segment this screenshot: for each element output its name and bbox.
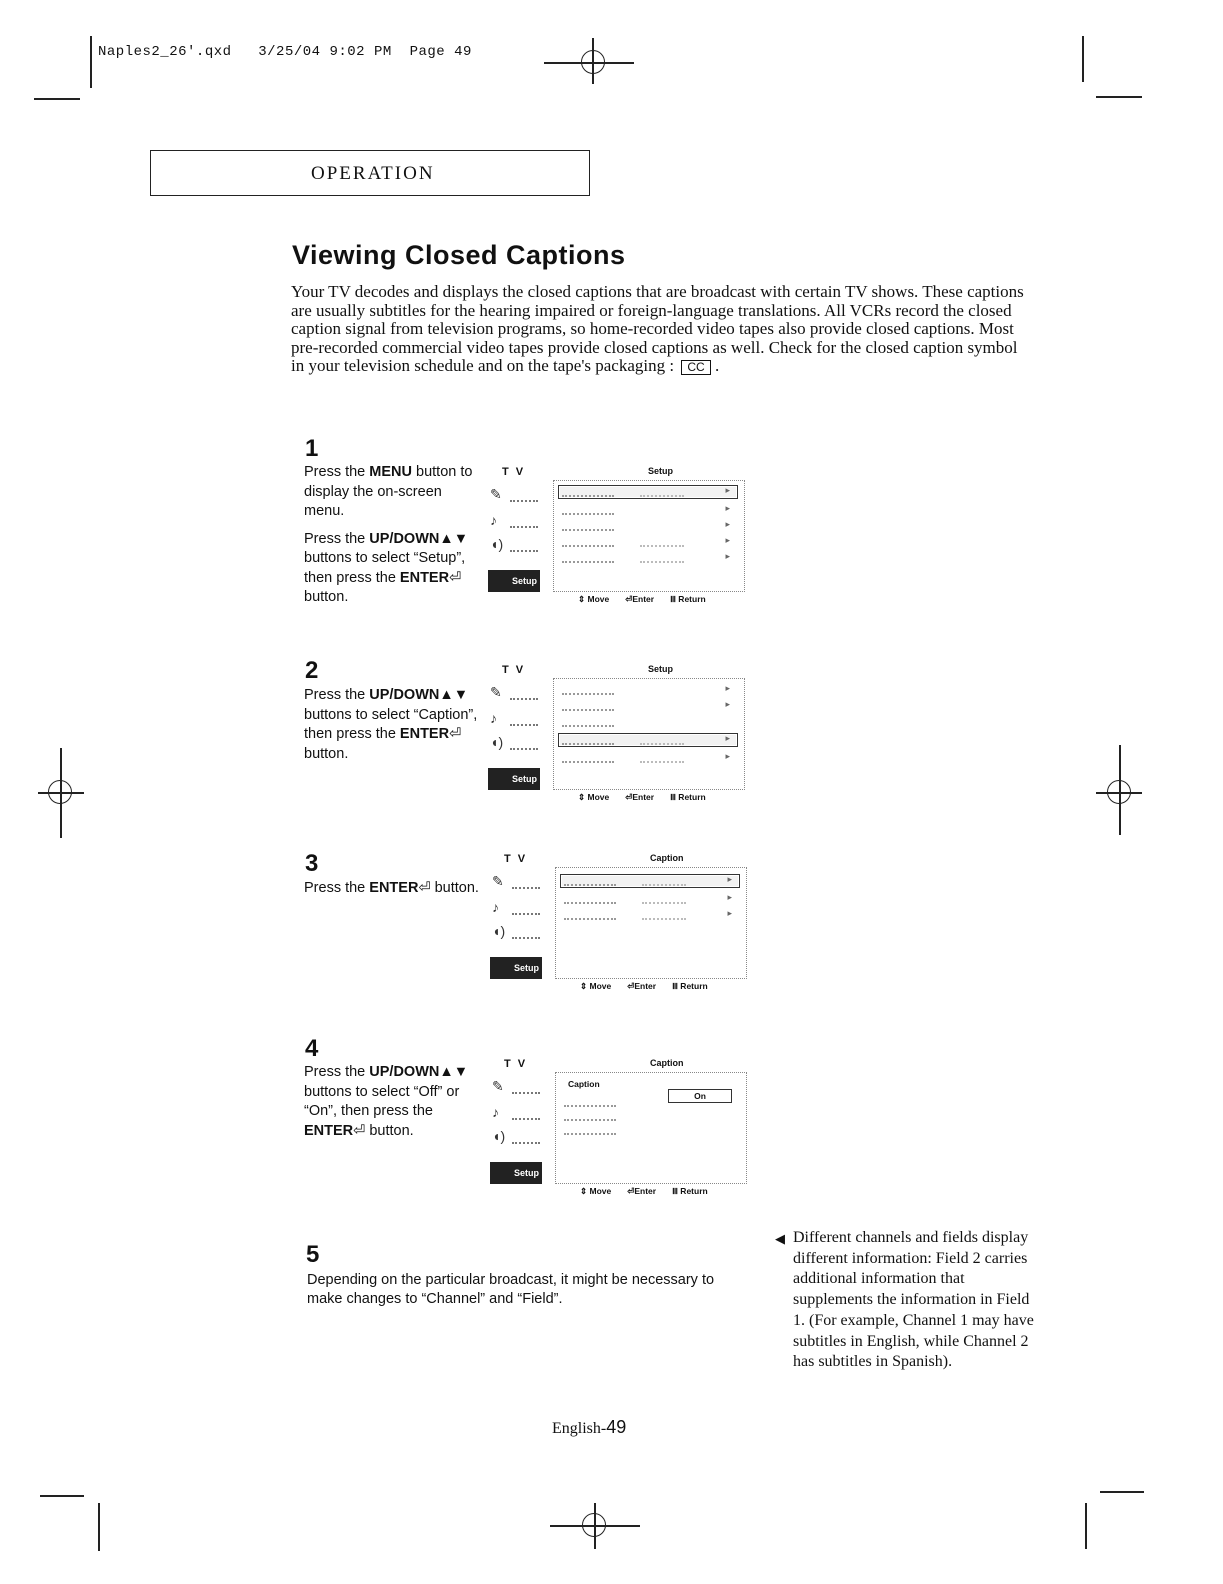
menu-title: Setup: [648, 664, 674, 674]
menu-panel: ▸ ▸ ▸ ▸ ▸: [553, 480, 745, 592]
step-instructions: Press the ENTER⏎ button.: [304, 880, 479, 896]
option-on-box: On: [668, 1089, 732, 1103]
picture-icon: ✎: [490, 1076, 546, 1100]
menu-screenshot: [490, 1058, 750, 1198]
section-label: OPERATION: [311, 163, 435, 184]
submenu-label: Caption: [568, 1079, 600, 1089]
speaker-icon: ◖): [488, 534, 544, 558]
crop-mark: [90, 36, 92, 88]
sound-icon: ♪: [488, 510, 544, 534]
step-instructions: Press the UP/DOWN▲▼ buttons to select “Caption”, then press the ENTER⏎ button.: [304, 687, 478, 762]
tv-label: T V: [502, 466, 526, 478]
picture-icon: ✎: [490, 871, 546, 895]
picture-icon: ✎: [488, 484, 544, 508]
menu-screenshot: [490, 853, 750, 993]
screen-footer: ⇕ Move ⏎Enter Ⅲ Return: [578, 792, 706, 802]
enter-icon: ⏎: [449, 569, 462, 586]
menu-panel: ▸ ▸ ▸: [555, 867, 747, 979]
crop-mark: [1085, 1503, 1087, 1549]
print-slug: [98, 44, 472, 60]
crop-mark: [40, 1495, 84, 1497]
setup-tab: Setup: [488, 570, 540, 592]
enter-icon: ⏎: [449, 726, 462, 742]
tv-label: T V: [502, 664, 526, 676]
sound-icon: ♪: [490, 897, 546, 921]
slug-date: 3/25/04: [258, 44, 321, 60]
side-note: Different channels and fields display different information: Field 2 carries additional information that supplements the information in Field 1. (For example, Channel 1 may have subtitles in English, while Channel 2 has subtitles in Spanish).: [793, 1229, 1034, 1371]
sound-icon: ♪: [490, 1102, 546, 1126]
page-title: Viewing Closed Captions: [292, 240, 626, 270]
setup-tab: Setup: [488, 768, 540, 790]
sound-icon: ♪: [488, 708, 544, 732]
cc-symbol: CC: [681, 360, 710, 375]
crop-mark: [1096, 96, 1142, 98]
screen-footer: ⇕ Move ⏎Enter Ⅲ Return: [580, 981, 708, 991]
intro-end: .: [714, 356, 720, 375]
setup-tab: Setup: [490, 1162, 542, 1184]
step-number: 3: [305, 850, 319, 877]
tv-label: T V: [504, 1058, 528, 1070]
note-arrow-icon: ◀: [775, 1231, 785, 1246]
menu-title: Caption: [650, 853, 684, 863]
crop-mark: [34, 98, 80, 100]
crop-mark: [98, 1503, 100, 1551]
picture-icon: ✎: [488, 682, 544, 706]
setup-tab: Setup: [490, 957, 542, 979]
tv-label: T V: [504, 853, 528, 865]
slug-page: Page 49: [409, 44, 472, 60]
menu-title: Caption: [650, 1058, 684, 1068]
page-number: English-49: [552, 1417, 627, 1437]
step-number: 1: [305, 435, 319, 462]
step-instructions: Press the UP/DOWN▲▼ buttons to select “Off” or “On”, then press the ENTER⏎ button.: [304, 1064, 469, 1139]
screen-footer: ⇕ Move ⏎Enter Ⅲ Return: [580, 1186, 708, 1196]
speaker-icon: ◖): [490, 1126, 546, 1150]
slug-filename: Naples2_26'.qxd: [98, 44, 232, 60]
step-number: 2: [305, 657, 319, 684]
menu-screenshot: [488, 466, 748, 606]
slug-time: 9:02 PM: [329, 44, 392, 60]
menu-screenshot: [488, 664, 748, 804]
intro-paragraph: [291, 283, 1031, 376]
menu-title: Setup: [648, 466, 674, 476]
step-number: 5: [306, 1241, 320, 1268]
intro-text: Your TV decodes and displays the closed captions that are broadcast with certain TV shows. These captions are usually subtitles for the hearing impaired or foreign-language translations. All VCRs record the closed caption signal from television programs, so home-recorded video tapes also provide closed captions. Most pre-recorded commercial video tapes provide closed captions as well. Check for the closed caption symbol in your television schedule and on the tape's packaging :: [291, 282, 1024, 375]
menu-panel: ▸ ▸ ▸ ▸: [553, 678, 745, 790]
crop-mark: [1100, 1491, 1144, 1493]
screen-footer: ⇕ Move ⏎Enter Ⅲ Return: [578, 594, 706, 604]
step-number: 4: [305, 1035, 319, 1062]
step-instructions: Press the MENU button to display the on-screen menu. Press the UP/DOWN▲▼ buttons to select “Setup”, then press the ENTER⏎ button.: [304, 464, 473, 605]
step-instructions: Depending on the particular broadcast, it might be necessary to make changes to “Channel” and “Field”.: [307, 1272, 715, 1307]
speaker-icon: ◖): [490, 921, 546, 945]
enter-icon: ⏎: [353, 1122, 366, 1139]
enter-icon: ⏎: [418, 880, 431, 896]
speaker-icon: ◖): [488, 732, 544, 756]
section-header: [150, 150, 590, 196]
menu-panel: [555, 1072, 747, 1184]
crop-mark: [1082, 36, 1084, 82]
